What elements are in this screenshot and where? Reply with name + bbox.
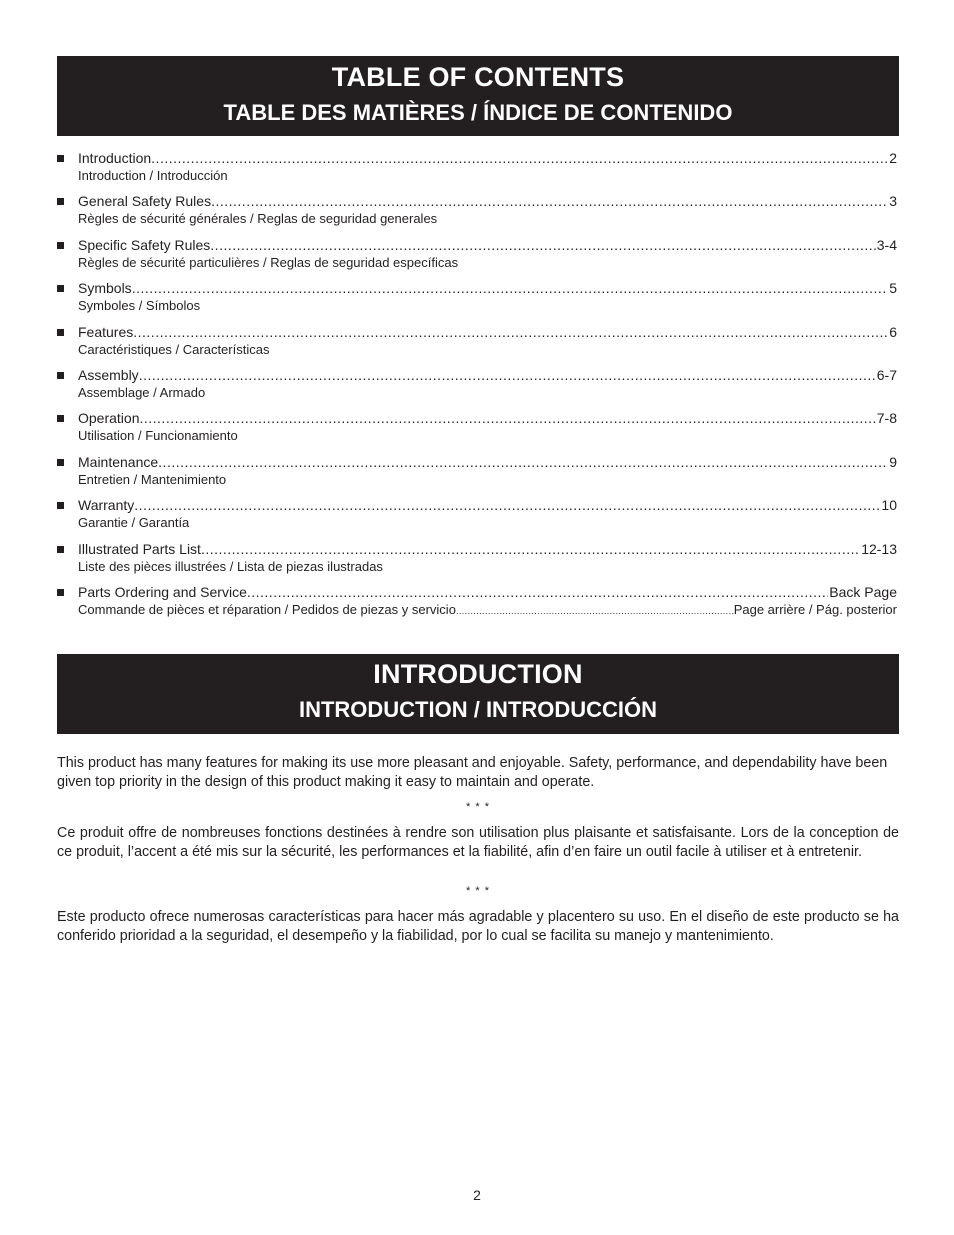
toc-item bbox=[57, 150, 897, 193]
toc-entry-row bbox=[78, 497, 897, 514]
toc-entry-page: 9 bbox=[889, 453, 897, 470]
dot-leader bbox=[139, 367, 876, 384]
square-bullet-icon bbox=[57, 198, 64, 205]
toc-entry-translation: Liste des pièces illustrées / Lista de piezas ilustradas bbox=[78, 558, 383, 574]
dot-leader bbox=[456, 604, 734, 619]
toc-entry-translation: Règles de sécurité particulières / Reglas de seguridad específicas bbox=[78, 254, 459, 270]
toc-entry-row bbox=[78, 541, 897, 558]
square-bullet-icon bbox=[57, 372, 64, 379]
intro-header-banner bbox=[57, 654, 899, 734]
intro-paragraph-english: This product has many features for making its use more pleasant and enjoyable. Safety, performance, and dependability have been given top priority in the design of this product making it easy to maintain and operate. bbox=[57, 755, 888, 790]
toc-entry-page: 7-8 bbox=[876, 410, 897, 427]
toc-entry-row bbox=[78, 584, 897, 601]
toc-entry-label: Assembly bbox=[78, 366, 139, 383]
toc-entry-page: 6 bbox=[889, 323, 897, 340]
toc-item bbox=[57, 497, 897, 540]
toc-entry-translation: Entretien / Mantenimiento bbox=[78, 471, 227, 487]
toc-item bbox=[57, 584, 897, 627]
toc-entry-row bbox=[78, 237, 897, 254]
toc-entry-page: 2 bbox=[889, 150, 897, 166]
intro-title: INTRODUCTION bbox=[373, 659, 583, 689]
square-bullet-icon bbox=[57, 415, 64, 422]
page-number: 2 bbox=[473, 1187, 481, 1203]
toc-entry-translation: Règles de sécurité générales / Reglas de seguridad generales bbox=[78, 211, 438, 227]
toc-entry-page: 5 bbox=[889, 280, 897, 297]
dot-leader bbox=[201, 541, 860, 558]
toc-entry-page: 3-4 bbox=[876, 236, 897, 253]
toc-entry-translation-row bbox=[78, 385, 897, 400]
square-bullet-icon bbox=[57, 546, 64, 553]
toc-item bbox=[57, 280, 897, 323]
toc-item bbox=[57, 410, 897, 453]
intro-subtitle: INTRODUCTION / INTRODUCCIÓN bbox=[298, 697, 658, 722]
toc-entry-row bbox=[78, 280, 897, 297]
toc-item bbox=[57, 454, 897, 497]
square-bullet-icon bbox=[57, 459, 64, 466]
toc-entry-translation-row bbox=[78, 559, 897, 574]
toc-entry-label: Warranty bbox=[78, 497, 135, 514]
toc-entry-label: General Safety Rules bbox=[78, 193, 212, 210]
toc-entry-label: Maintenance bbox=[78, 453, 159, 470]
toc-entry-translation-page: Page arrière / Pág. posterior bbox=[733, 601, 897, 617]
dot-leader bbox=[158, 454, 888, 471]
toc-entry-translation: Introduction / Introducción bbox=[78, 168, 228, 183]
toc-entry-translation: Assemblage / Armado bbox=[78, 384, 206, 400]
toc-entry-translation-row bbox=[78, 211, 897, 226]
toc-entry-translation-row bbox=[78, 342, 897, 357]
toc-entry-page: 10 bbox=[881, 497, 897, 514]
toc-item bbox=[57, 237, 897, 280]
square-bullet-icon bbox=[57, 242, 64, 249]
toc-entry-translation-row bbox=[78, 602, 897, 619]
toc-entry-translation: Garantie / Garantía bbox=[78, 515, 190, 531]
toc-entry-translation: Commande de pièces et réparation / Pedidos de piezas y servicio bbox=[78, 601, 456, 617]
toc-entry-row bbox=[78, 410, 897, 427]
dot-leader bbox=[247, 584, 828, 601]
toc-entry-row bbox=[78, 367, 897, 384]
toc-item bbox=[57, 541, 897, 584]
toc-entry-translation-row bbox=[78, 428, 897, 443]
toc-entry-translation-row bbox=[78, 168, 897, 183]
intro-paragraph-spanish: Este producto ofrece numerosas características para hacer más agradable y placentero su uso. En el diseño de este producto se ha conferido prioridad a la seguridad, el desempeño y la fiabilidad, por lo cual se facilita su manejo y mantenimiento. bbox=[57, 909, 899, 944]
toc-list bbox=[57, 150, 897, 627]
toc-entry-label: Features bbox=[78, 323, 134, 340]
toc-entry-translation: Caractéristiques / Características bbox=[78, 341, 270, 357]
square-bullet-icon bbox=[57, 155, 64, 162]
toc-entry-label: Operation bbox=[78, 410, 140, 427]
section-separator: * * * bbox=[466, 885, 490, 897]
dot-leader bbox=[211, 193, 888, 210]
toc-entry-translation: Utilisation / Funcionamiento bbox=[78, 428, 238, 444]
toc-entry-page: 6-7 bbox=[876, 366, 897, 383]
square-bullet-icon bbox=[57, 285, 64, 292]
dot-leader bbox=[139, 410, 875, 427]
toc-entry-row bbox=[78, 193, 897, 210]
toc-entry-page: 12-13 bbox=[861, 540, 897, 557]
toc-item bbox=[57, 324, 897, 367]
toc-title: TABLE OF CONTENTS bbox=[331, 62, 625, 92]
toc-entry-row bbox=[78, 150, 897, 167]
intro-paragraph-french: Ce produit offre de nombreuses fonctions destinées à rendre son utilisation plus plaisante et satisfaisante. Lors de la conception de ce produit, l’accent a été mis sur la sécurité, les performances et la fiabilité, afin d’en faire un outil facile à utiliser et à entretenir. bbox=[57, 825, 899, 860]
toc-entry-translation-row bbox=[78, 255, 897, 270]
toc-entry-label: Symbols bbox=[78, 280, 132, 297]
dot-leader bbox=[210, 237, 875, 254]
dot-leader bbox=[133, 324, 888, 341]
toc-entry-translation-row bbox=[78, 298, 897, 313]
dot-leader bbox=[134, 497, 880, 514]
toc-entry-page: 3 bbox=[889, 193, 897, 210]
toc-entry-label: Parts Ordering and Service bbox=[78, 583, 247, 600]
section-separator: * * * bbox=[466, 801, 490, 813]
toc-item bbox=[57, 367, 897, 410]
toc-subtitle: TABLE DES MATIÈRES / ÍNDICE DE CONTENIDO bbox=[223, 100, 733, 125]
square-bullet-icon bbox=[57, 589, 64, 596]
toc-entry-row bbox=[78, 454, 897, 471]
square-bullet-icon bbox=[57, 329, 64, 336]
dot-leader bbox=[132, 280, 889, 297]
toc-header-banner bbox=[57, 56, 899, 136]
toc-entry-translation-row bbox=[78, 472, 897, 487]
toc-entry-row bbox=[78, 324, 897, 341]
toc-entry-label: Illustrated Parts List bbox=[78, 540, 201, 557]
toc-entry-translation-row bbox=[78, 515, 897, 530]
dot-leader bbox=[151, 150, 888, 167]
toc-entry-label: Specific Safety Rules bbox=[78, 236, 211, 253]
square-bullet-icon bbox=[57, 502, 64, 509]
toc-entry-label: Introduction bbox=[78, 150, 152, 166]
toc-entry-page: Back Page bbox=[829, 583, 897, 600]
toc-item bbox=[57, 193, 897, 236]
toc-entry-translation: Symboles / Símbolos bbox=[78, 298, 201, 314]
